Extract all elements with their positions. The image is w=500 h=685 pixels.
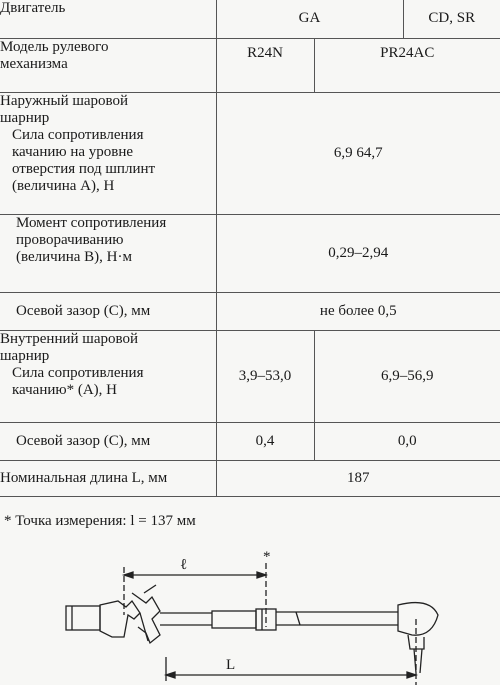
outer-moment-line3: (величина В), Н·м <box>16 248 132 265</box>
model-label <box>0 38 216 92</box>
inner-axial-pr24ac: 0,0 <box>314 422 500 460</box>
dim-L-arrow-left <box>166 672 175 678</box>
outer-moment-value: 0,29–2,94 <box>216 214 500 292</box>
dim-L-label: L <box>226 657 236 673</box>
outer-joint-body <box>398 603 438 636</box>
inner-force-r24n: 3,9–53,0 <box>216 330 314 422</box>
outer-title-line2: шарнир <box>0 109 50 126</box>
dim-l-arrow-left <box>124 572 133 578</box>
outer-force-label <box>0 92 216 214</box>
stud-right <box>420 649 422 673</box>
outer-axial-label: Осевой зазор (С), мм <box>0 292 216 330</box>
boot-clamp <box>100 601 140 637</box>
outer-axial-value: не более 0,5 <box>216 292 500 330</box>
dim-L-left-lead <box>140 613 148 641</box>
dim-l-label: ℓ <box>180 557 188 573</box>
tie-rod-diagram <box>0 545 500 685</box>
engine-label: Двигатель <box>0 0 216 38</box>
model-r24n: R24N <box>216 38 314 92</box>
length-label: Номинальная длина L, мм <box>0 460 216 496</box>
outer-moment-line2: проворачиванию <box>16 231 124 248</box>
inner-axial-label: Осевой зазор (С), мм <box>0 422 216 460</box>
model-label-line1: Модель рулевого <box>0 38 109 55</box>
inner-axial-r24n: 0,4 <box>216 422 314 460</box>
inner-force-line1: Сила сопротивления <box>12 364 144 381</box>
inner-title-line1: Внутренний шаровой <box>0 330 139 347</box>
model-pr24ac: PR24AC <box>314 38 500 92</box>
outer-force-line4: (величина А), Н <box>12 177 115 194</box>
inner-joint-housing <box>66 606 100 630</box>
engine-ga: GA <box>216 0 403 38</box>
inner-force-label <box>0 330 216 422</box>
inner-force-pr24ac: 6,9–56,9 <box>314 330 500 422</box>
outer-title-line1: Наружный шаровой <box>0 92 129 109</box>
inner-title-line2: шарнир <box>0 347 50 364</box>
engine-cd-sr: CD, SR <box>403 0 500 38</box>
measure-star: * <box>263 549 271 565</box>
outer-force-value: 6,9 64,7 <box>216 92 500 214</box>
dim-l-arrow-right <box>257 572 266 578</box>
rod-adjuster <box>212 611 256 628</box>
footnote: * Точка измерения: l = 137 мм <box>4 513 196 529</box>
outer-force-line3: отверстия под шплинт <box>12 160 156 177</box>
outer-moment-label <box>0 214 216 292</box>
outer-force-line1: Сила сопротивления <box>12 126 144 143</box>
length-value: 187 <box>216 460 500 496</box>
inner-force-line2: качанию* (А), Н <box>12 381 117 398</box>
sleeve-seam <box>296 612 300 625</box>
boot-hook <box>144 585 156 593</box>
dim-L-arrow-right <box>407 672 416 678</box>
model-label-line2: механизма <box>0 55 68 72</box>
outer-moment-line1: Момент сопротивления <box>16 214 167 231</box>
outer-force-line2: качанию на уровне <box>12 143 134 160</box>
